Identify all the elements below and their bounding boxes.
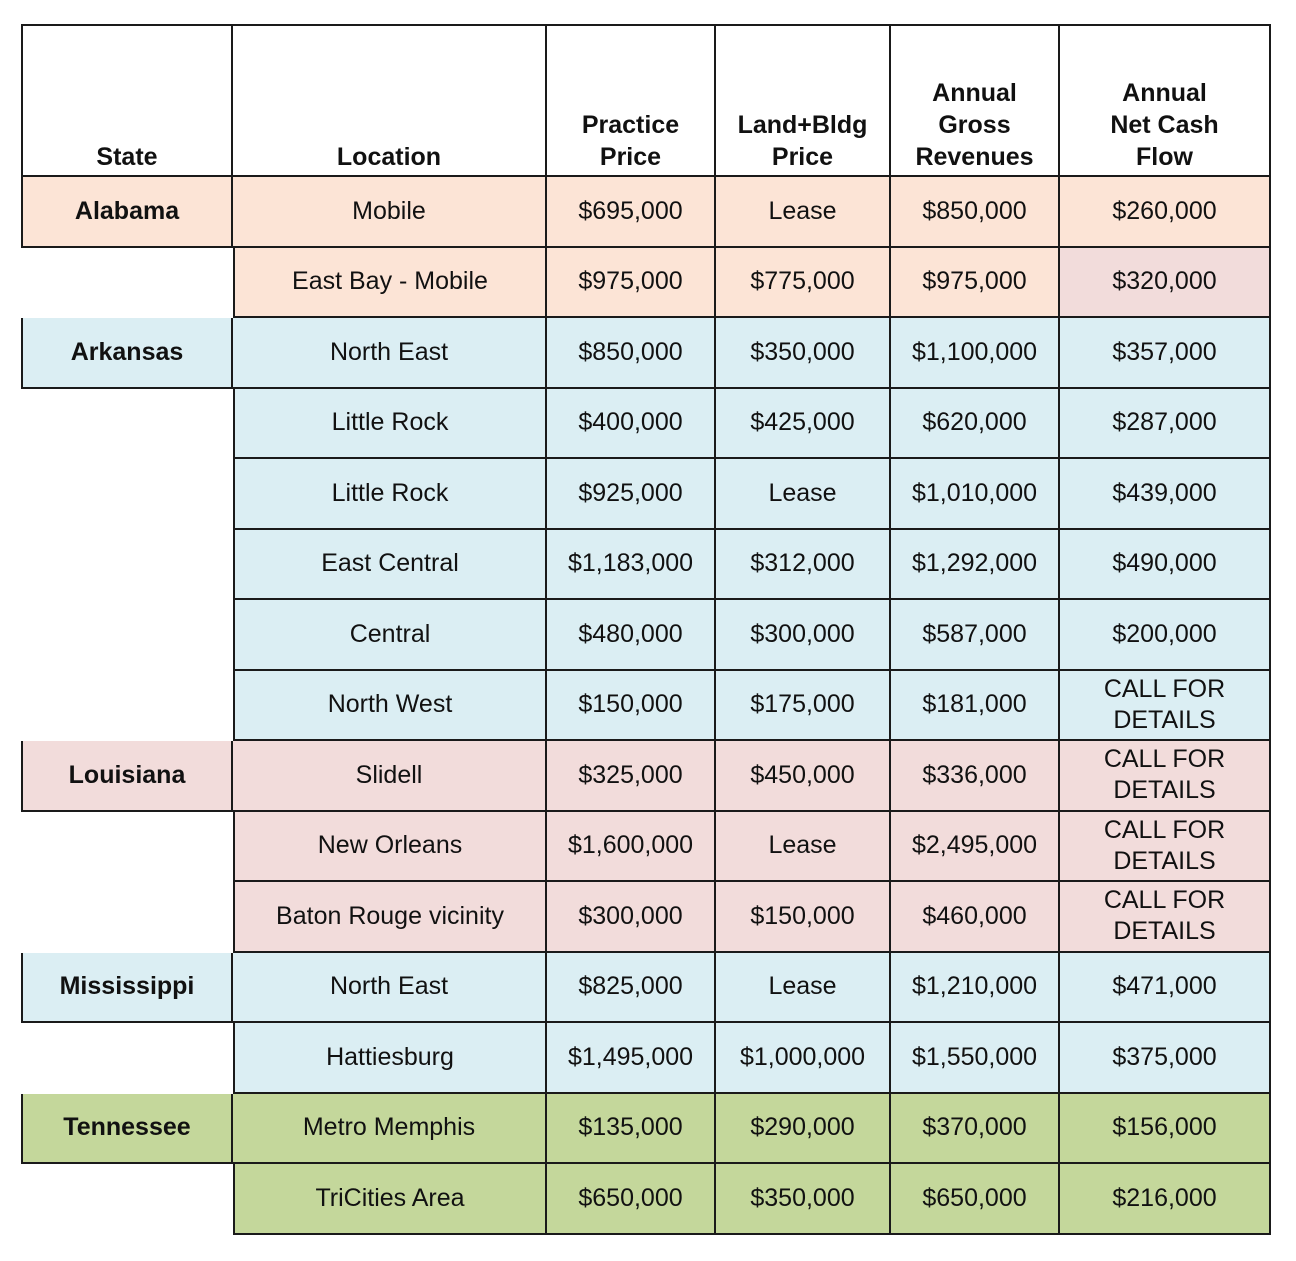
practice-price-cell: $650,000 [547,1164,716,1235]
practice-price-cell: $325,000 [547,741,716,812]
annual-net-cash-flow-cell: $320,000 [1060,248,1271,319]
location-cell: Slidell [233,741,547,812]
location-cell: Hattiesburg [233,1023,547,1094]
location-cell: Little Rock [233,459,547,530]
annual-net-cash-flow-cell: $471,000 [1060,953,1271,1024]
location-cell: North West [233,671,547,742]
annual-gross-revenues-cell: $1,100,000 [891,318,1060,389]
annual-net-cash-flow-cell: $357,000 [1060,318,1271,389]
table-row [21,600,1271,671]
annual-net-cash-flow-cell: CALL FOR DETAILS [1060,882,1271,953]
table-row [21,177,1271,248]
location-cell: East Bay - Mobile [233,248,547,319]
table-row [21,389,1271,460]
state-cell-empty [21,882,233,953]
table-row [21,812,1271,883]
table-row [21,1164,1271,1235]
annual-gross-revenues-cell: $587,000 [891,600,1060,671]
land-bldg-price-cell: $175,000 [716,671,891,742]
state-cell-empty [21,530,233,601]
practice-price-cell: $135,000 [547,1094,716,1165]
state-cell-empty [21,389,233,460]
table-row [21,530,1271,601]
practice-price-cell: $975,000 [547,248,716,319]
state-cell: Alabama [21,177,233,248]
land-bldg-price-cell: $350,000 [716,1164,891,1235]
state-cell: Arkansas [21,318,233,389]
state-cell-empty [21,671,233,742]
state-cell-empty [21,459,233,530]
state-cell-empty [21,600,233,671]
practice-price-cell: $480,000 [547,600,716,671]
practice-price-cell: $300,000 [547,882,716,953]
annual-net-cash-flow-cell: CALL FOR DETAILS [1060,741,1271,812]
header-practice-price: Practice Price [547,24,716,177]
annual-net-cash-flow-cell: $439,000 [1060,459,1271,530]
practice-price-cell: $850,000 [547,318,716,389]
annual-gross-revenues-cell: $1,550,000 [891,1023,1060,1094]
practice-price-cell: $695,000 [547,177,716,248]
land-bldg-price-cell: $290,000 [716,1094,891,1165]
location-cell: Little Rock [233,389,547,460]
annual-gross-revenues-cell: $2,495,000 [891,812,1060,883]
annual-gross-revenues-cell: $370,000 [891,1094,1060,1165]
location-cell: Metro Memphis [233,1094,547,1165]
practice-price-cell: $150,000 [547,671,716,742]
practice-price-cell: $925,000 [547,459,716,530]
location-cell: Central [233,600,547,671]
table-body [21,177,1271,1235]
practice-price-cell: $1,495,000 [547,1023,716,1094]
annual-net-cash-flow-cell: CALL FOR DETAILS [1060,671,1271,742]
annual-net-cash-flow-cell: $216,000 [1060,1164,1271,1235]
land-bldg-price-cell: Lease [716,812,891,883]
annual-net-cash-flow-cell: $287,000 [1060,389,1271,460]
state-cell-empty [21,1164,233,1235]
header-location: Location [233,24,547,177]
location-cell: TriCities Area [233,1164,547,1235]
table-row [21,741,1271,812]
annual-gross-revenues-cell: $975,000 [891,248,1060,319]
table-row [21,318,1271,389]
location-cell: North East [233,318,547,389]
table-row [21,459,1271,530]
table-row [21,248,1271,319]
location-cell: Mobile [233,177,547,248]
state-cell: Tennessee [21,1094,233,1165]
table-header-row [21,24,1271,177]
practice-price-cell: $1,600,000 [547,812,716,883]
land-bldg-price-cell: $350,000 [716,318,891,389]
location-cell: North East [233,953,547,1024]
header-annual-gross-revenues: Annual Gross Revenues [891,24,1060,177]
state-cell-empty [21,812,233,883]
table-row [21,1023,1271,1094]
land-bldg-price-cell: $300,000 [716,600,891,671]
annual-gross-revenues-cell: $650,000 [891,1164,1060,1235]
location-cell: East Central [233,530,547,601]
practice-price-cell: $1,183,000 [547,530,716,601]
practice-price-cell: $400,000 [547,389,716,460]
state-cell: Louisiana [21,741,233,812]
annual-net-cash-flow-cell: $375,000 [1060,1023,1271,1094]
table-row [21,882,1271,953]
location-cell: Baton Rouge vicinity [233,882,547,953]
land-bldg-price-cell: $775,000 [716,248,891,319]
state-cell-empty [21,248,233,319]
land-bldg-price-cell: Lease [716,459,891,530]
table-row [21,953,1271,1024]
land-bldg-price-cell: Lease [716,953,891,1024]
listings-table [21,24,1271,1235]
annual-gross-revenues-cell: $460,000 [891,882,1060,953]
annual-gross-revenues-cell: $850,000 [891,177,1060,248]
practice-price-cell: $825,000 [547,953,716,1024]
land-bldg-price-cell: $1,000,000 [716,1023,891,1094]
state-cell-empty [21,1023,233,1094]
annual-gross-revenues-cell: $1,010,000 [891,459,1060,530]
annual-gross-revenues-cell: $1,292,000 [891,530,1060,601]
land-bldg-price-cell: $150,000 [716,882,891,953]
annual-net-cash-flow-cell: $200,000 [1060,600,1271,671]
annual-net-cash-flow-cell: $156,000 [1060,1094,1271,1165]
annual-net-cash-flow-cell: CALL FOR DETAILS [1060,812,1271,883]
annual-gross-revenues-cell: $620,000 [891,389,1060,460]
table-row [21,671,1271,742]
table-row [21,1094,1271,1165]
annual-net-cash-flow-cell: $260,000 [1060,177,1271,248]
land-bldg-price-cell: $425,000 [716,389,891,460]
annual-gross-revenues-cell: $1,210,000 [891,953,1060,1024]
state-cell: Mississippi [21,953,233,1024]
location-cell: New Orleans [233,812,547,883]
header-state: State [21,24,233,177]
land-bldg-price-cell: Lease [716,177,891,248]
header-land-bldg-price: Land+Bldg Price [716,24,891,177]
annual-gross-revenues-cell: $336,000 [891,741,1060,812]
land-bldg-price-cell: $450,000 [716,741,891,812]
land-bldg-price-cell: $312,000 [716,530,891,601]
header-annual-net-cash-flow: Annual Net Cash Flow [1060,24,1271,177]
annual-gross-revenues-cell: $181,000 [891,671,1060,742]
annual-net-cash-flow-cell: $490,000 [1060,530,1271,601]
